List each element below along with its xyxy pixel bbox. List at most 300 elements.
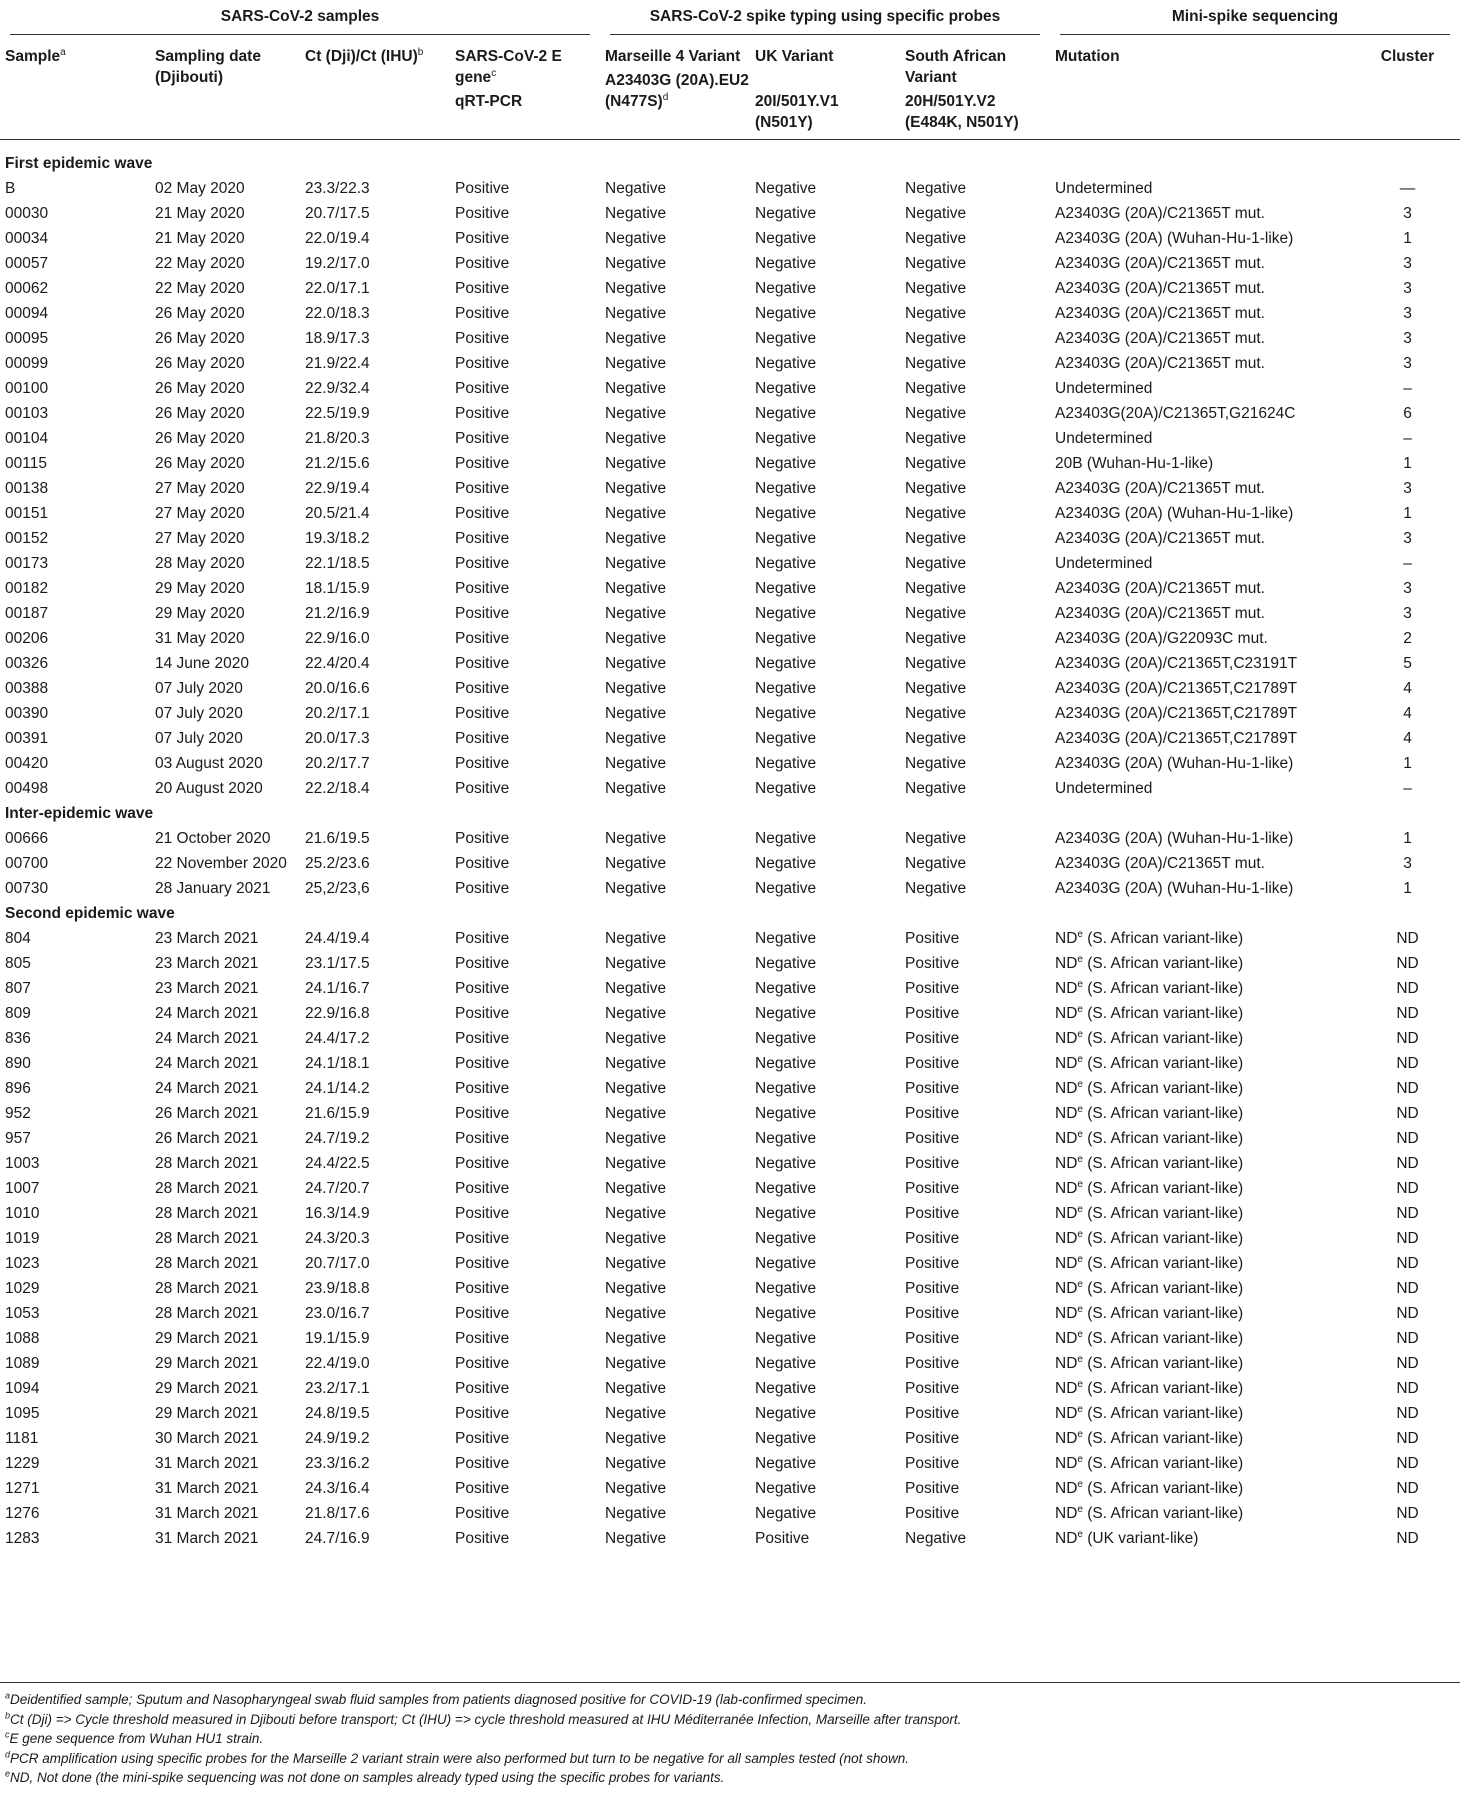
- cell-ct: 22.0/19.4: [305, 230, 370, 247]
- cell-uk: Negative: [755, 205, 817, 222]
- cell-cluster: ND: [1396, 1005, 1419, 1022]
- cell-cluster: 3: [1403, 580, 1412, 597]
- cell-cluster: 1: [1403, 755, 1412, 772]
- cell-south-african: Positive: [905, 980, 960, 997]
- cell-sample: 00062: [5, 280, 49, 297]
- cell-egene: Positive: [455, 705, 510, 722]
- cell-marseille4: Negative: [605, 830, 667, 847]
- cell-cluster: —: [1399, 180, 1416, 197]
- table-row: [0, 527, 1460, 552]
- cell-egene: Positive: [455, 1280, 510, 1297]
- cell-marseille4: Negative: [605, 1280, 667, 1297]
- cell-uk: Negative: [755, 1105, 817, 1122]
- cell-mutation: A23403G (20A) (Wuhan-Hu-1-like): [1055, 755, 1294, 772]
- cell-date: 22 May 2020: [155, 280, 245, 297]
- cell-south-african: Negative: [905, 180, 967, 197]
- cell-sample: 1094: [5, 1380, 40, 1397]
- table-row: [0, 1477, 1460, 1502]
- cell-sample: 1053: [5, 1305, 40, 1322]
- table-row: [0, 1202, 1460, 1227]
- cell-uk: Negative: [755, 1155, 817, 1172]
- cell-cluster: 1: [1403, 830, 1412, 847]
- cell-egene: Positive: [455, 255, 510, 272]
- cell-sample: 1181: [5, 1430, 39, 1447]
- cell-cluster: –: [1403, 555, 1412, 572]
- cell-uk: Negative: [755, 480, 817, 497]
- cell-mutation: A23403G (20A)/C21365T,C21789T: [1055, 705, 1298, 722]
- cell-date: 29 March 2021: [155, 1405, 259, 1422]
- cell-south-african: Negative: [905, 730, 967, 747]
- cell-south-african: Negative: [905, 855, 967, 872]
- cell-uk: Negative: [755, 1180, 817, 1197]
- cell-ct: 21.8/17.6: [305, 1505, 370, 1522]
- cell-ct: 22.1/18.5: [305, 555, 370, 572]
- cell-uk: Negative: [755, 230, 817, 247]
- cell-egene: Positive: [455, 605, 510, 622]
- cell-uk: Negative: [755, 630, 817, 647]
- cell-date: 28 March 2021: [155, 1155, 259, 1172]
- table-row: [0, 1002, 1460, 1027]
- section-title: First epidemic wave: [5, 155, 153, 172]
- cell-south-african: Negative: [905, 530, 967, 547]
- cell-cluster: ND: [1396, 1405, 1419, 1422]
- cell-mutation: $ND^e$ (S. African variant-like): [1055, 1428, 1244, 1447]
- cell-mutation: $ND^e$ (S. African variant-like): [1055, 1028, 1244, 1047]
- col-header-sample: Sample$^a$: [5, 46, 66, 65]
- table-row: [0, 777, 1460, 802]
- cell-egene: Positive: [455, 630, 510, 647]
- cell-south-african: Positive: [905, 930, 960, 947]
- cell-uk: Negative: [755, 930, 817, 947]
- cell-cluster: 3: [1403, 255, 1412, 272]
- cell-egene: Positive: [455, 1005, 510, 1022]
- cell-marseille4: Negative: [605, 230, 667, 247]
- cell-sample: 807: [5, 980, 31, 997]
- cell-mutation: Undetermined: [1055, 380, 1153, 397]
- cell-sample: 00152: [5, 530, 49, 547]
- cell-ct: 22.5/19.9: [305, 405, 370, 422]
- cell-sample: 1023: [5, 1255, 40, 1272]
- cell-south-african: Negative: [905, 630, 967, 647]
- cell-sample: 1229: [5, 1455, 40, 1472]
- cell-south-african: Negative: [905, 480, 967, 497]
- cell-date: 22 May 2020: [155, 255, 245, 272]
- cell-marseille4: Negative: [605, 530, 667, 547]
- cell-uk: Negative: [755, 305, 817, 322]
- cell-ct: 16.3/14.9: [305, 1205, 370, 1222]
- cell-egene: Positive: [455, 1155, 510, 1172]
- cell-egene: Positive: [455, 480, 510, 497]
- cell-south-african: Positive: [905, 1080, 960, 1097]
- cell-marseille4: Negative: [605, 980, 667, 997]
- cell-marseille4: Negative: [605, 655, 667, 672]
- cell-marseille4: Negative: [605, 730, 667, 747]
- cell-egene: Positive: [455, 1055, 510, 1072]
- cell-egene: Positive: [455, 1255, 510, 1272]
- cell-egene: Positive: [455, 730, 510, 747]
- cell-marseille4: Negative: [605, 180, 667, 197]
- cell-egene: Positive: [455, 405, 510, 422]
- cell-marseille4: Negative: [605, 880, 667, 897]
- cell-sample: 00151: [5, 505, 49, 522]
- col-header-mutation: Mutation: [1055, 48, 1120, 65]
- cell-date: 23 March 2021: [155, 980, 259, 997]
- cell-cluster: ND: [1396, 1205, 1419, 1222]
- cell-marseille4: Negative: [605, 405, 667, 422]
- cell-date: 29 May 2020: [155, 580, 245, 597]
- cell-uk: Negative: [755, 1080, 817, 1097]
- cell-mutation: $ND^e$ (S. African variant-like): [1055, 1178, 1244, 1197]
- cell-date: 28 March 2021: [155, 1255, 259, 1272]
- cell-ct: 24.8/19.5: [305, 1405, 370, 1422]
- cell-date: 29 May 2020: [155, 605, 245, 622]
- table-row: [0, 702, 1460, 727]
- cell-date: 27 May 2020: [155, 480, 245, 497]
- cell-ct: 24.1/14.2: [305, 1080, 370, 1097]
- cell-sample: 1095: [5, 1405, 40, 1422]
- cell-date: 20 August 2020: [155, 780, 263, 797]
- cell-uk: Negative: [755, 180, 817, 197]
- table-row: [0, 1527, 1460, 1552]
- cell-south-african: Negative: [905, 780, 967, 797]
- cell-ct: 20.5/21.4: [305, 505, 370, 522]
- cell-mutation: A23403G (20A)/C21365T mut.: [1055, 480, 1265, 497]
- cell-mutation: $ND^e$ (S. African variant-like): [1055, 1153, 1244, 1172]
- cell-mutation: A23403G (20A) (Wuhan-Hu-1-like): [1055, 505, 1294, 522]
- cell-sample: 804: [5, 930, 31, 947]
- cell-date: 28 March 2021: [155, 1280, 259, 1297]
- cell-ct: 20.0/16.6: [305, 680, 370, 697]
- cell-sample: 809: [5, 1005, 31, 1022]
- cell-ct: 24.9/19.2: [305, 1430, 370, 1447]
- cell-sample: 1010: [5, 1205, 40, 1222]
- cell-marseille4: Negative: [605, 930, 667, 947]
- cell-date: 26 May 2020: [155, 380, 245, 397]
- cell-cluster: 3: [1403, 530, 1412, 547]
- cell-uk: Negative: [755, 780, 817, 797]
- cell-date: 26 May 2020: [155, 405, 245, 422]
- cell-date: 28 March 2021: [155, 1305, 259, 1322]
- cell-cluster: 1: [1403, 455, 1412, 472]
- cell-date: 24 March 2021: [155, 1055, 259, 1072]
- cell-sample: 896: [5, 1080, 31, 1097]
- cell-south-african: Negative: [905, 1530, 967, 1547]
- cell-south-african: Positive: [905, 1405, 960, 1422]
- cell-marseille4: Negative: [605, 555, 667, 572]
- cell-south-african: Negative: [905, 205, 967, 222]
- cell-sample: 00391: [5, 730, 49, 747]
- cell-date: 31 March 2021: [155, 1505, 259, 1522]
- cell-uk: Negative: [755, 1480, 817, 1497]
- cell-mutation: A23403G (20A)/C21365T mut.: [1055, 280, 1265, 297]
- cell-south-african: Positive: [905, 1030, 960, 1047]
- cell-date: 21 May 2020: [155, 230, 245, 247]
- cell-ct: 23.9/18.8: [305, 1280, 370, 1297]
- cell-ct: 24.7/20.7: [305, 1180, 370, 1197]
- cell-uk: Negative: [755, 1380, 817, 1397]
- cell-ct: 25,2/23,6: [305, 880, 370, 897]
- cell-date: 26 May 2020: [155, 455, 245, 472]
- group-header-mini-spike: Mini-spike sequencing: [1050, 0, 1460, 40]
- cell-ct: 21.6/19.5: [305, 830, 370, 847]
- cell-ct: 23.2/17.1: [305, 1380, 370, 1397]
- table-row: [0, 1402, 1460, 1427]
- cell-uk: Negative: [755, 380, 817, 397]
- cell-date: 07 July 2020: [155, 680, 243, 697]
- cell-date: 02 May 2020: [155, 180, 245, 197]
- cell-sample: 00206: [5, 630, 49, 647]
- table-row: [0, 877, 1460, 902]
- cell-sample: 00173: [5, 555, 49, 572]
- cell-egene: Positive: [455, 880, 510, 897]
- cell-mutation: A23403G (20A)/C21365T mut.: [1055, 305, 1265, 322]
- cell-mutation: $ND^e$ (S. African variant-like): [1055, 1103, 1244, 1122]
- cell-south-african: Negative: [905, 580, 967, 597]
- cell-egene: Positive: [455, 330, 510, 347]
- cell-marseille4: Negative: [605, 255, 667, 272]
- cell-date: 26 May 2020: [155, 430, 245, 447]
- cell-ct: 22.9/16.8: [305, 1005, 370, 1022]
- cell-ct: 19.2/17.0: [305, 255, 370, 272]
- table-row: [0, 277, 1460, 302]
- cell-marseille4: Negative: [605, 1205, 667, 1222]
- cell-cluster: ND: [1396, 1080, 1419, 1097]
- table-row: [0, 452, 1460, 477]
- group-header-samples: SARS-CoV-2 samples: [0, 0, 600, 40]
- table-row: [0, 227, 1460, 252]
- cell-uk: Negative: [755, 1505, 817, 1522]
- cell-marseille4: Negative: [605, 380, 667, 397]
- cell-south-african: Negative: [905, 655, 967, 672]
- cell-date: 26 March 2021: [155, 1130, 259, 1147]
- cell-ct: 24.3/20.3: [305, 1230, 370, 1247]
- cell-marseille4: Negative: [605, 1355, 667, 1372]
- cell-sample: 1276: [5, 1505, 40, 1522]
- cell-uk: Negative: [755, 455, 817, 472]
- cell-cluster: ND: [1396, 1530, 1419, 1547]
- cell-marseille4: Negative: [605, 505, 667, 522]
- cell-uk: Positive: [755, 1530, 810, 1547]
- cell-ct: 22.4/19.0: [305, 1355, 370, 1372]
- table-row: [0, 627, 1460, 652]
- cell-south-african: Negative: [905, 280, 967, 297]
- cell-ct: 20.2/17.1: [305, 705, 370, 722]
- cell-uk: Negative: [755, 355, 817, 372]
- cell-sample: 00095: [5, 330, 49, 347]
- cell-sample: 00498: [5, 780, 49, 797]
- cell-date: 27 May 2020: [155, 505, 245, 522]
- table-row: [0, 1352, 1460, 1377]
- cell-ct: 21.2/16.9: [305, 605, 370, 622]
- cell-south-african: Positive: [905, 1355, 960, 1372]
- cell-marseille4: Negative: [605, 1330, 667, 1347]
- cell-cluster: ND: [1396, 955, 1419, 972]
- cell-mutation: Undetermined: [1055, 430, 1153, 447]
- cell-mutation: A23403G (20A) (Wuhan-Hu-1-like): [1055, 230, 1294, 247]
- table-row: [0, 177, 1460, 202]
- cell-mutation: Undetermined: [1055, 780, 1153, 797]
- cell-ct: 20.2/17.7: [305, 755, 370, 772]
- cell-cluster: ND: [1396, 1230, 1419, 1247]
- table-row: [0, 1102, 1460, 1127]
- cell-mutation: $ND^e$ (S. African variant-like): [1055, 1303, 1244, 1322]
- cell-marseille4: Negative: [605, 755, 667, 772]
- col-header-date: Sampling date (Djibouti): [155, 48, 261, 86]
- cell-date: 29 March 2021: [155, 1355, 259, 1372]
- cell-egene: Positive: [455, 230, 510, 247]
- cell-ct: 18.9/17.3: [305, 330, 370, 347]
- cell-cluster: ND: [1396, 1180, 1419, 1197]
- cell-ct: 20.7/17.0: [305, 1255, 370, 1272]
- cell-marseille4: Negative: [605, 580, 667, 597]
- cell-marseille4: Negative: [605, 1255, 667, 1272]
- section-row: [0, 802, 1460, 827]
- table-row: [0, 727, 1460, 752]
- cell-mutation: $ND^e$ (S. African variant-like): [1055, 1253, 1244, 1272]
- cell-date: 07 July 2020: [155, 730, 243, 747]
- cell-cluster: 2: [1403, 630, 1412, 647]
- cell-ct: 21.9/22.4: [305, 355, 370, 372]
- table-row: [0, 1027, 1460, 1052]
- cell-south-african: Negative: [905, 830, 967, 847]
- cell-egene: Positive: [455, 305, 510, 322]
- table-row: [0, 1377, 1460, 1402]
- cell-marseille4: Negative: [605, 1030, 667, 1047]
- cell-uk: Negative: [755, 1280, 817, 1297]
- cell-south-african: Positive: [905, 1280, 960, 1297]
- cell-cluster: 3: [1403, 330, 1412, 347]
- cell-cluster: ND: [1396, 1030, 1419, 1047]
- cell-mutation: $ND^e$ (S. African variant-like): [1055, 1503, 1244, 1522]
- cell-marseille4: Negative: [605, 1480, 667, 1497]
- cell-sample: 00700: [5, 855, 49, 872]
- cell-egene: Positive: [455, 205, 510, 222]
- cell-egene: Positive: [455, 1405, 510, 1422]
- cell-south-african: Positive: [905, 1005, 960, 1022]
- cell-sample: 1089: [5, 1355, 40, 1372]
- cell-south-african: Positive: [905, 1330, 960, 1347]
- cell-egene: Positive: [455, 1105, 510, 1122]
- cell-sample: B: [5, 180, 16, 197]
- cell-date: 29 March 2021: [155, 1330, 259, 1347]
- cell-sample: 00182: [5, 580, 49, 597]
- cell-egene: Positive: [455, 430, 510, 447]
- cell-marseille4: Negative: [605, 1180, 667, 1197]
- cell-ct: 23.3/22.3: [305, 180, 370, 197]
- cell-date: 14 June 2020: [155, 655, 249, 672]
- cell-ct: 22.0/17.1: [305, 280, 370, 297]
- cell-uk: Negative: [755, 755, 817, 772]
- table-row: [0, 552, 1460, 577]
- cell-sample: 00730: [5, 880, 49, 897]
- cell-mutation: A23403G (20A)/C21365T mut.: [1055, 205, 1265, 222]
- table-row: [0, 1302, 1460, 1327]
- cell-mutation: $ND^e$ (S. African variant-like): [1055, 1378, 1244, 1397]
- cell-sample: 00326: [5, 655, 49, 672]
- cell-marseille4: Negative: [605, 955, 667, 972]
- cell-sample: 1003: [5, 1155, 40, 1172]
- cell-egene: Positive: [455, 955, 510, 972]
- col-header-south-african: South African Variant 20H/501Y.V2 (E484K, N501Y): [905, 48, 1019, 131]
- cell-mutation: $ND^e$ (S. African variant-like): [1055, 1328, 1244, 1347]
- cell-mutation: A23403G (20A)/C21365T mut.: [1055, 530, 1265, 547]
- cell-date: 28 March 2021: [155, 1205, 259, 1222]
- cell-south-african: Positive: [905, 1230, 960, 1247]
- cell-marseille4: Negative: [605, 1305, 667, 1322]
- cell-marseille4: Negative: [605, 1380, 667, 1397]
- cell-south-african: Negative: [905, 405, 967, 422]
- cell-sample: 1007: [5, 1180, 40, 1197]
- cell-mutation: $ND^e$ (S. African variant-like): [1055, 1003, 1244, 1022]
- cell-south-african: Negative: [905, 455, 967, 472]
- table-row: [0, 352, 1460, 377]
- cell-ct: 24.1/16.7: [305, 980, 370, 997]
- cell-marseille4: Negative: [605, 1155, 667, 1172]
- cell-marseille4: Negative: [605, 855, 667, 872]
- cell-mutation: $ND^e$ (S. African variant-like): [1055, 1478, 1244, 1497]
- cell-south-african: Negative: [905, 330, 967, 347]
- cell-egene: Positive: [455, 855, 510, 872]
- cell-marseille4: Negative: [605, 330, 667, 347]
- cell-cluster: ND: [1396, 1130, 1419, 1147]
- cell-cluster: ND: [1396, 1255, 1419, 1272]
- cell-south-african: Negative: [905, 255, 967, 272]
- cell-marseille4: Negative: [605, 705, 667, 722]
- cell-uk: Negative: [755, 1405, 817, 1422]
- cell-marseille4: Negative: [605, 280, 667, 297]
- footnote: $^b$Ct (Dji) => Cycle threshold measured in Djibouti before transport; Ct (IHU) => cycle threshold measured at IHU Méditerranée Infection, Marseille after transport.: [5, 1710, 962, 1727]
- cell-uk: Negative: [755, 955, 817, 972]
- cell-marseille4: Negative: [605, 305, 667, 322]
- cell-cluster: ND: [1396, 980, 1419, 997]
- cell-egene: Positive: [455, 1030, 510, 1047]
- cell-uk: Negative: [755, 1430, 817, 1447]
- cell-egene: Positive: [455, 1505, 510, 1522]
- table-row: [0, 1452, 1460, 1477]
- cell-uk: Negative: [755, 1355, 817, 1372]
- cell-mutation: $ND^e$ (UK variant-like): [1055, 1528, 1199, 1547]
- cell-date: 26 March 2021: [155, 1105, 259, 1122]
- cell-marseille4: Negative: [605, 480, 667, 497]
- cell-mutation: A23403G (20A)/C21365T,C21789T: [1055, 730, 1298, 747]
- cell-ct: 21.2/15.6: [305, 455, 370, 472]
- cell-egene: Positive: [455, 1530, 510, 1547]
- cell-egene: Positive: [455, 380, 510, 397]
- cell-sample: 1271: [5, 1480, 40, 1497]
- cell-marseille4: Negative: [605, 780, 667, 797]
- cell-sample: 836: [5, 1030, 31, 1047]
- cell-ct: 24.4/22.5: [305, 1155, 370, 1172]
- cell-uk: Negative: [755, 1330, 817, 1347]
- cell-cluster: 4: [1403, 705, 1412, 722]
- cell-sample: 1088: [5, 1330, 40, 1347]
- cell-egene: Positive: [455, 1130, 510, 1147]
- cell-uk: Negative: [755, 1055, 817, 1072]
- cell-mutation: A23403G (20A)/C21365T mut.: [1055, 580, 1265, 597]
- cell-south-african: Positive: [905, 1155, 960, 1172]
- cell-mutation: $ND^e$ (S. African variant-like): [1055, 1128, 1244, 1147]
- cell-date: 21 October 2020: [155, 830, 271, 847]
- cell-ct: 20.0/17.3: [305, 730, 370, 747]
- cell-egene: Positive: [455, 830, 510, 847]
- cell-egene: Positive: [455, 780, 510, 797]
- cell-ct: 22.9/16.0: [305, 630, 370, 647]
- cell-marseille4: Negative: [605, 1230, 667, 1247]
- cell-egene: Positive: [455, 1230, 510, 1247]
- cell-date: 26 May 2020: [155, 355, 245, 372]
- cell-egene: Positive: [455, 930, 510, 947]
- cell-date: 28 January 2021: [155, 880, 271, 897]
